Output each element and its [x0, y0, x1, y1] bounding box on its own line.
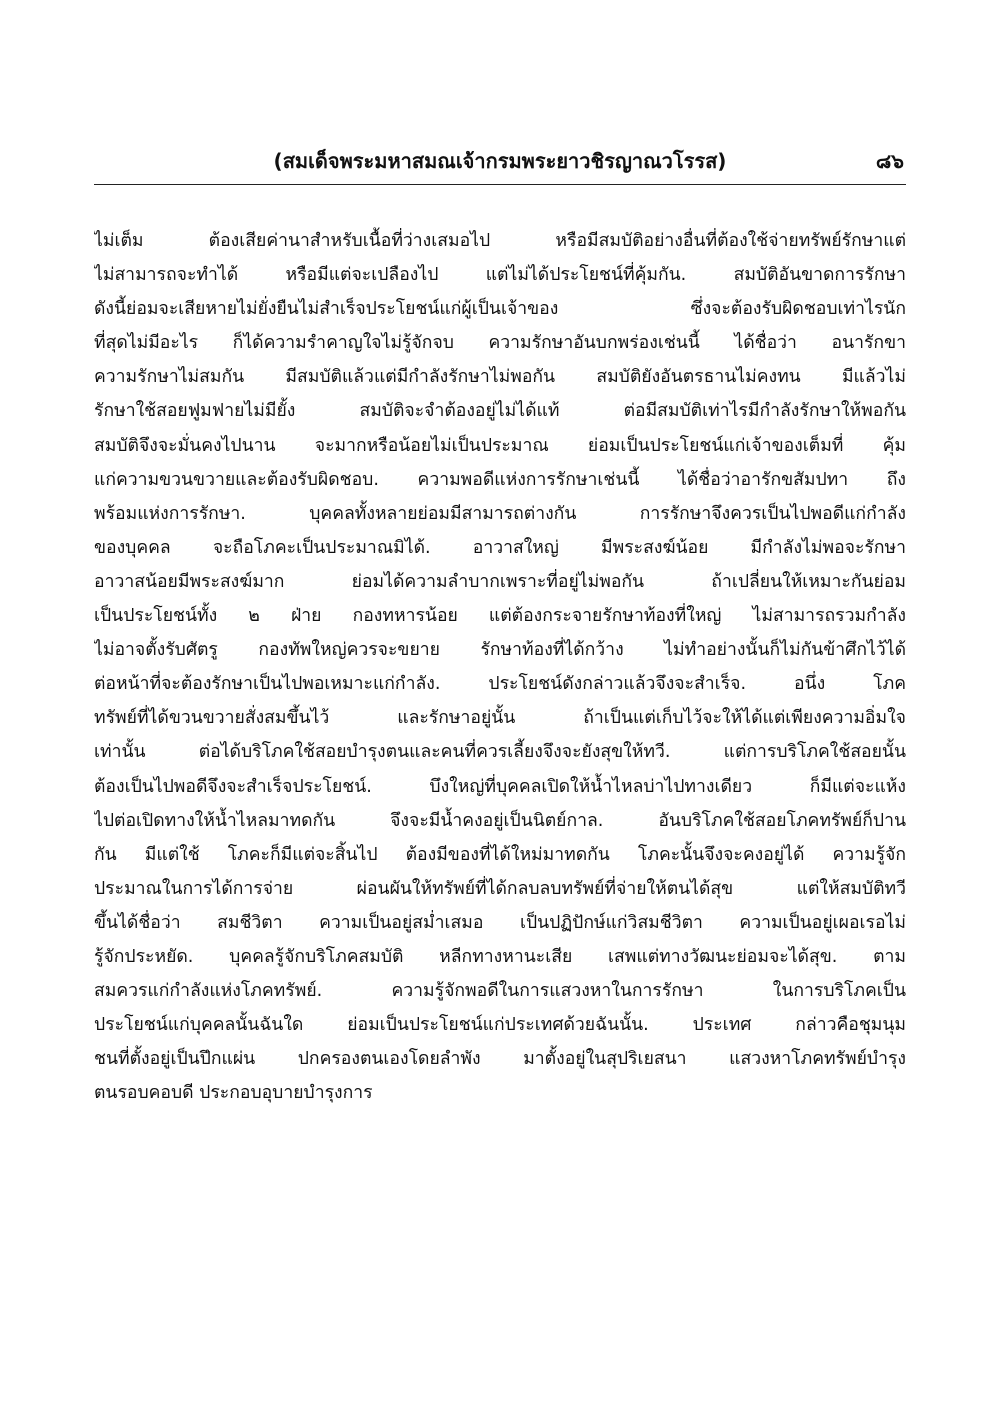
text-line: ต้องเป็นไปพอดีจึงจะสำเร็จประโยชน์. บึงใหญ่ที่บุคคลเปิดให้น้ำไหลบ่าไปทางเดียว ก็มีแต่จะแห้ง [94, 776, 906, 797]
text-line: แก่ความขวนขวายและต้องรับผิดชอบ. ความพอดีแห่งการรักษาเช่นนี้ ได้ชื่อว่าอารักขสัมปทา ถึง [94, 469, 906, 490]
text-line: ทรัพย์ที่ได้ขวนขวายสั่งสมขึ้นไว้ และรักษาอยู่นั้น ถ้าเป็นแต่เก็บไว้จะให้ได้แต่เพียงความอิ่มใจ [94, 708, 906, 729]
text-line: ของบุคคล จะถือโภคะเป็นประมาณมิได้. อาวาสใหญ่ มีพระสงฆ์น้อย มีกำลังไม่พอจะรักษา [94, 537, 906, 558]
text-line: ไม่เต็ม ต้องเสียค่านาสำหรับเนื้อที่ว่างเสมอไป หรือมีสมบัติอย่างอื่นที่ต้องใช้จ่ายทรัพย์รักษาแต่ [94, 231, 906, 251]
text-line: รักษาใช้สอยฟูมฟายไม่มียั้ง สมบัติจะจำต้องอยู่ไม่ได้แท้ ต่อมีสมบัติเท่าไรมีกำลังรักษาให้พอกัน [94, 401, 906, 422]
text-line: ขึ้นได้ชื่อว่า สมชีวิตา ความเป็นอยู่สม่ำเสมอ เป็นปฏิปักษ์แก่วิสมชีวิตา ความเป็นอยู่เผอเรอไม่ [94, 912, 906, 933]
text-line: ชนที่ตั้งอยู่เป็นปึกแผ่น ปกครองตนเองโดยลำพัง มาตั้งอยู่ในสุปริเยสนา แสวงหาโภคทรัพย์บำรุง [94, 1049, 906, 1070]
text-line: เท่านั้น ต่อได้บริโภคใช้สอยบำรุงตนและคนที่ควรเลี้ยงจึงจะยังสุขให้ทวี. แต่การบริโภคใช้สอยนั้น [94, 742, 906, 763]
text-line: ตนรอบคอบดี ประกอบอุบายบำรุงการ [94, 1083, 373, 1104]
text-line: ดังนี้ย่อมจะเสียหายไม่ยั่งยืนไม่สำเร็จประโยชน์แก่ผู้เป็นเจ้าของ ซึ่งจะต้องรับผิดชอบเท่าไรนัก [94, 299, 906, 320]
text-line: ประโยชน์แก่บุคคลนั้นฉันใด ย่อมเป็นประโยชน์แก่ประเทศด้วยฉันนั้น. ประเทศ กล่าวคือชุมนุม [94, 1015, 906, 1036]
text-line: รู้จักประหยัด. บุคคลรู้จักบริโภคสมบัติ หลีกทางหานะเสีย เสพแต่ทางวัฒนะย่อมจะได้สุข. ตาม [94, 946, 906, 967]
text-line: เป็นประโยชน์ทั้ง ๒ ฝ่าย กองทหารน้อย แต่ต้องกระจายรักษาท้องที่ใหญ่ ไม่สามารถรวมกำลัง [94, 606, 906, 627]
text-line: สมบัติจึงจะมั่นคงไปนาน จะมากหรือน้อยไม่เป็นประมาณ ย่อมเป็นประโยชน์แก่เจ้าของเต็มที่ คุ้ม [94, 435, 906, 456]
text-line: ประมาณในการได้การจ่าย ผ่อนผันให้ทรัพย์ที่ได้กลบลบทรัพย์ที่จ่ายให้ตนได้สุข แต่ให้สมบัติทวี [94, 878, 906, 899]
text-line: ความรักษาไม่สมกัน มีสมบัติแล้วแต่มีกำลังรักษาไม่พอกัน สมบัติยังอันตรธานไม่คงทน มีแล้วไม่ [94, 367, 906, 388]
running-title: (สมเด็จพระมหาสมณเจ้ากรมพระยาวชิรญาณวโรรส) [273, 149, 727, 173]
text-line: ไม่อาจตั้งรับศัตรู กองทัพใหญ่ควรจะขยาย รักษาท้องที่ได้กว้าง ไม่ทำอย่างนั้นก็ไม่กันข้าศึกไว้ได้ [94, 640, 906, 661]
text-line: ไม่สามารถจะทำได้ หรือมีแต่จะเปลืองไป แต่ไม่ได้ประโยชน์ที่คุ้มกัน. สมบัติอันขาดการรักษา [94, 265, 906, 286]
text-line: สมควรแก่กำลังแห่งโภคทรัพย์. ความรู้จักพอดีในการแสวงหาในการรักษา ในการบริโภคเป็น [94, 981, 906, 1002]
text-line: ต่อหน้าที่จะต้องรักษาเป็นไปพอเหมาะแก่กำลัง. ประโยชน์ดังกล่าวแล้วจึงจะสำเร็จ. อนึ่ง โภค [94, 674, 906, 695]
text-line: ไปต่อเปิดทางให้น้ำไหลมาทดกัน จึงจะมีน้ำคงอยู่เป็นนิตย์กาล. อันบริโภคใช้สอยโภคทรัพย์ก็ปาน [94, 810, 906, 831]
text-line: กัน มีแต่ใช้ โภคะก็มีแต่จะสิ้นไป ต้องมีของที่ได้ใหม่มาทดกัน โภคะนั้นจึงจะคงอยู่ได้ ความรู้จัก [94, 844, 906, 865]
text-line: ที่สุดไม่มีอะไร ก็ได้ความรำคาญใจไม่รู้จักจบ ความรักษาอันบกพร่องเช่นนี้ ได้ชื่อว่า อนารักขา [94, 333, 906, 354]
text-line: อาวาสน้อยมีพระสงฆ์มาก ย่อมได้ความลำบากเพราะที่อยู่ไม่พอกัน ถ้าเปลี่ยนให้เหมาะกันย่อม [94, 571, 906, 592]
page-header [94, 140, 906, 185]
body-text [94, 224, 906, 1110]
page-number: ๘๖ [875, 149, 904, 173]
text-line: พร้อมแห่งการรักษา. บุคคลทั้งหลายย่อมมีสามารถต่างกัน การรักษาจึงควรเป็นไปพอดีแก่กำลัง [94, 503, 906, 524]
